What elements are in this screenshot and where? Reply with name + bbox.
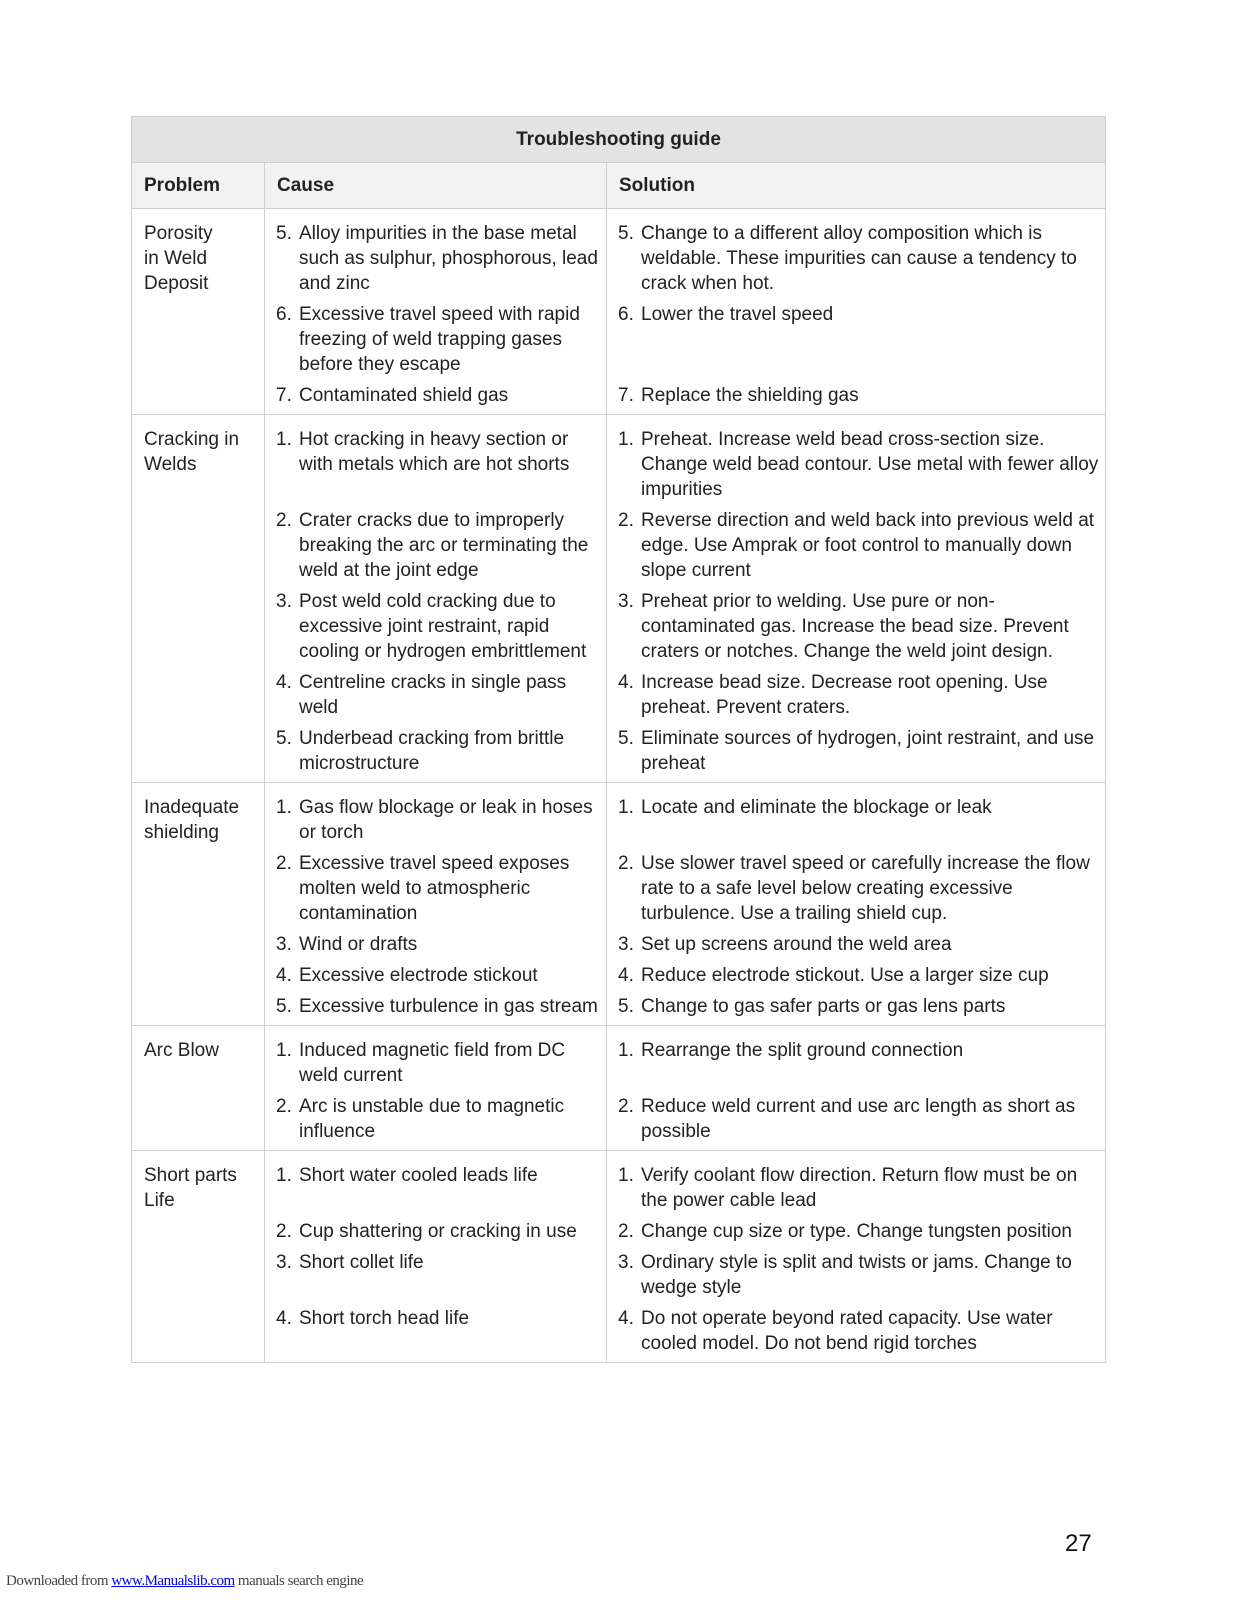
- table-body: [132, 209, 1106, 1363]
- item-number: 3.: [276, 591, 292, 612]
- item-number: 4.: [618, 672, 634, 693]
- solution-item: [618, 726, 1101, 776]
- solution-text: Reverse direction and weld back into previous weld at edge. Use Amprak or foot control to manually down slope current: [641, 510, 1095, 581]
- solution-item: [618, 221, 1101, 296]
- item-number: 4.: [618, 965, 634, 986]
- item-number: 5.: [618, 996, 634, 1017]
- header-problem: Problem: [132, 163, 265, 209]
- solution-item: [618, 1094, 1101, 1144]
- cause-text: Contaminated shield gas: [299, 385, 509, 406]
- solution-item: [618, 1250, 1101, 1300]
- cause-cell: [265, 1151, 607, 1363]
- footer-suffix: manuals search engine: [234, 1573, 364, 1589]
- solution-text: Preheat. Increase weld bead cross-section size. Change weld bead contour. Use metal with fewer alloy impurities: [641, 429, 1099, 500]
- cause-item: [276, 427, 600, 502]
- solution-cell: [607, 1026, 1106, 1151]
- problem-line: Life: [144, 1190, 175, 1211]
- solution-cell: [607, 1151, 1106, 1363]
- cause-item: [276, 383, 600, 408]
- item-number: 1.: [618, 1165, 634, 1186]
- solution-item: [618, 932, 1101, 957]
- solution-text: Preheat prior to welding. Use pure or non-contaminated gas. Increase the bead size. Prevent craters or notches. Change the weld joint design.: [641, 591, 1069, 662]
- cause-item: [276, 1163, 600, 1213]
- solution-text: Set up screens around the weld area: [641, 934, 952, 955]
- item-number: 3.: [618, 934, 634, 955]
- solution-item: [618, 302, 1101, 377]
- problem-cell: [132, 783, 265, 1026]
- problem-cell: [132, 1026, 265, 1151]
- solution-item: [618, 383, 1101, 408]
- item-number: 4.: [618, 1308, 634, 1329]
- cause-item: [276, 221, 600, 296]
- cause-item: [276, 589, 600, 664]
- cause-item: [276, 1094, 600, 1144]
- item-number: 2.: [276, 1221, 292, 1242]
- cause-text: Excessive electrode stickout: [299, 965, 538, 986]
- solution-item: [618, 1306, 1101, 1356]
- solution-text: Reduce weld current and use arc length as short as possible: [641, 1096, 1076, 1142]
- problem-cell: [132, 209, 265, 415]
- cause-cell: [265, 783, 607, 1026]
- cause-item: [276, 795, 600, 845]
- item-number: 5.: [618, 223, 634, 244]
- header-solution: Solution: [607, 163, 1106, 209]
- table-row: [132, 1151, 1106, 1363]
- cause-text: Centreline cracks in single pass weld: [299, 672, 567, 718]
- cause-text: Short torch head life: [299, 1308, 470, 1329]
- item-number: 5.: [276, 996, 292, 1017]
- table-row: [132, 415, 1106, 783]
- cause-item: [276, 302, 600, 377]
- solution-text: Reduce electrode stickout. Use a larger size cup: [641, 965, 1049, 986]
- cause-item: [276, 1219, 600, 1244]
- item-number: 5.: [276, 728, 292, 749]
- cause-text: Induced magnetic field from DC weld current: [299, 1040, 566, 1086]
- item-number: 6.: [618, 304, 634, 325]
- item-number: 3.: [618, 591, 634, 612]
- problem-line: shielding: [144, 822, 219, 843]
- solution-cell: [607, 209, 1106, 415]
- cause-text: Short collet life: [299, 1252, 424, 1273]
- table-row: [132, 783, 1106, 1026]
- cause-text: Excessive travel speed with rapid freezing of weld trapping gases before they escape: [299, 304, 580, 375]
- item-number: 1.: [276, 1165, 292, 1186]
- cause-text: Excessive turbulence in gas stream: [299, 996, 598, 1017]
- cause-item: [276, 1038, 600, 1088]
- solution-item: [618, 963, 1101, 988]
- item-number: 1.: [276, 797, 292, 818]
- solution-item: [618, 508, 1101, 583]
- item-number: 4.: [276, 1308, 292, 1329]
- solution-text: Change cup size or type. Change tungsten position: [641, 1221, 1072, 1242]
- cause-text: Short water cooled leads life: [299, 1165, 538, 1186]
- cause-text: Underbead cracking from brittle microstructure: [299, 728, 565, 774]
- cause-cell: [265, 1026, 607, 1151]
- cause-text: Excessive travel speed exposes molten weld to atmospheric contamination: [299, 853, 570, 924]
- item-number: 1.: [276, 429, 292, 450]
- cause-cell: [265, 209, 607, 415]
- solution-item: [618, 427, 1101, 502]
- page-number: 27: [1065, 1530, 1092, 1557]
- problem-cell: [132, 415, 265, 783]
- solution-item: [618, 1038, 1101, 1088]
- cause-text: Arc is unstable due to magnetic influence: [299, 1096, 565, 1142]
- download-footer: [6, 1573, 363, 1590]
- cause-text: Hot cracking in heavy section or with metals which are hot shorts: [299, 429, 570, 475]
- cause-text: Crater cracks due to improperly breaking the arc or terminating the weld at the joint edge: [299, 510, 589, 581]
- solution-item: [618, 589, 1101, 664]
- problem-line: in Weld: [144, 248, 208, 269]
- solution-text: Replace the shielding gas: [641, 385, 859, 406]
- footer-prefix: Downloaded from: [6, 1573, 112, 1589]
- cause-cell: [265, 415, 607, 783]
- item-number: 2.: [276, 853, 292, 874]
- problem-line: Arc Blow: [144, 1040, 219, 1061]
- item-number: 2.: [618, 1221, 634, 1242]
- item-number: 3.: [618, 1252, 634, 1273]
- header-cause: Cause: [265, 163, 607, 209]
- cause-item: [276, 1306, 600, 1356]
- problem-line: Welds: [144, 454, 197, 475]
- solution-text: Locate and eliminate the blockage or leak: [641, 797, 992, 818]
- item-number: 2.: [618, 853, 634, 874]
- cause-item: [276, 726, 600, 776]
- solution-item: [618, 994, 1101, 1019]
- problem-line: Deposit: [144, 273, 209, 294]
- cause-text: Gas flow blockage or leak in hoses or torch: [299, 797, 593, 843]
- cause-text: Wind or drafts: [299, 934, 418, 955]
- item-number: 2.: [276, 1096, 292, 1117]
- solution-text: Ordinary style is split and twists or jams. Change to wedge style: [641, 1252, 1072, 1298]
- item-number: 5.: [276, 223, 292, 244]
- solution-item: [618, 1219, 1101, 1244]
- item-number: 2.: [618, 510, 634, 531]
- solution-item: [618, 670, 1101, 720]
- solution-text: Change to gas safer parts or gas lens parts: [641, 996, 1006, 1017]
- solution-item: [618, 795, 1101, 845]
- item-number: 3.: [276, 1252, 292, 1273]
- table-row: [132, 209, 1106, 415]
- table-title: Troubleshooting guide: [132, 117, 1106, 163]
- solution-text: Eliminate sources of hydrogen, joint restraint, and use preheat: [641, 728, 1095, 774]
- troubleshooting-table: [131, 116, 1106, 1363]
- problem-line: Inadequate: [144, 797, 240, 818]
- cause-item: [276, 851, 600, 926]
- solution-text: Do not operate beyond rated capacity. Use water cooled model. Do not bend rigid torches: [641, 1308, 1053, 1354]
- item-number: 2.: [618, 1096, 634, 1117]
- table-row: [132, 1026, 1106, 1151]
- solution-text: Increase bead size. Decrease root opening. Use preheat. Prevent craters.: [641, 672, 1048, 718]
- solution-cell: [607, 783, 1106, 1026]
- cause-item: [276, 670, 600, 720]
- cause-text: Post weld cold cracking due to excessive joint restraint, rapid cooling or hydrogen embrittlement: [299, 591, 587, 662]
- solution-text: Use slower travel speed or carefully increase the flow rate to a safe level below creating excessive turbulence. Use a trailing shield cup.: [641, 853, 1090, 924]
- cause-text: Cup shattering or cracking in use: [299, 1221, 577, 1242]
- problem-line: Short parts: [144, 1165, 237, 1186]
- problem-cell: [132, 1151, 265, 1363]
- cause-item: [276, 932, 600, 957]
- item-number: 3.: [276, 934, 292, 955]
- item-number: 2.: [276, 510, 292, 531]
- problem-line: Cracking in: [144, 429, 240, 450]
- solution-item: [618, 851, 1101, 926]
- solution-item: [618, 1163, 1101, 1213]
- manualslib-link[interactable]: www.Manualslib.com: [111, 1573, 235, 1589]
- item-number: 7.: [618, 385, 634, 406]
- solution-text: Change to a different alloy composition which is weldable. These impurities can cause a tendency to crack when hot.: [641, 223, 1077, 294]
- cause-item: [276, 1250, 600, 1300]
- solution-text: Rearrange the split ground connection: [641, 1040, 964, 1061]
- solution-text: Verify coolant flow direction. Return flow must be on the power cable lead: [641, 1165, 1078, 1211]
- solution-text: Lower the travel speed: [641, 304, 834, 325]
- item-number: 5.: [618, 728, 634, 749]
- cause-text: Alloy impurities in the base metal such as sulphur, phosphorous, lead and zinc: [299, 223, 598, 294]
- item-number: 4.: [276, 965, 292, 986]
- item-number: 1.: [618, 1040, 634, 1061]
- item-number: 1.: [618, 797, 634, 818]
- problem-line: Porosity: [144, 223, 213, 244]
- solution-cell: [607, 415, 1106, 783]
- item-number: 7.: [276, 385, 292, 406]
- item-number: 4.: [276, 672, 292, 693]
- cause-item: [276, 508, 600, 583]
- cause-item: [276, 963, 600, 988]
- item-number: 1.: [276, 1040, 292, 1061]
- cause-item: [276, 994, 600, 1019]
- item-number: 1.: [618, 429, 634, 450]
- item-number: 6.: [276, 304, 292, 325]
